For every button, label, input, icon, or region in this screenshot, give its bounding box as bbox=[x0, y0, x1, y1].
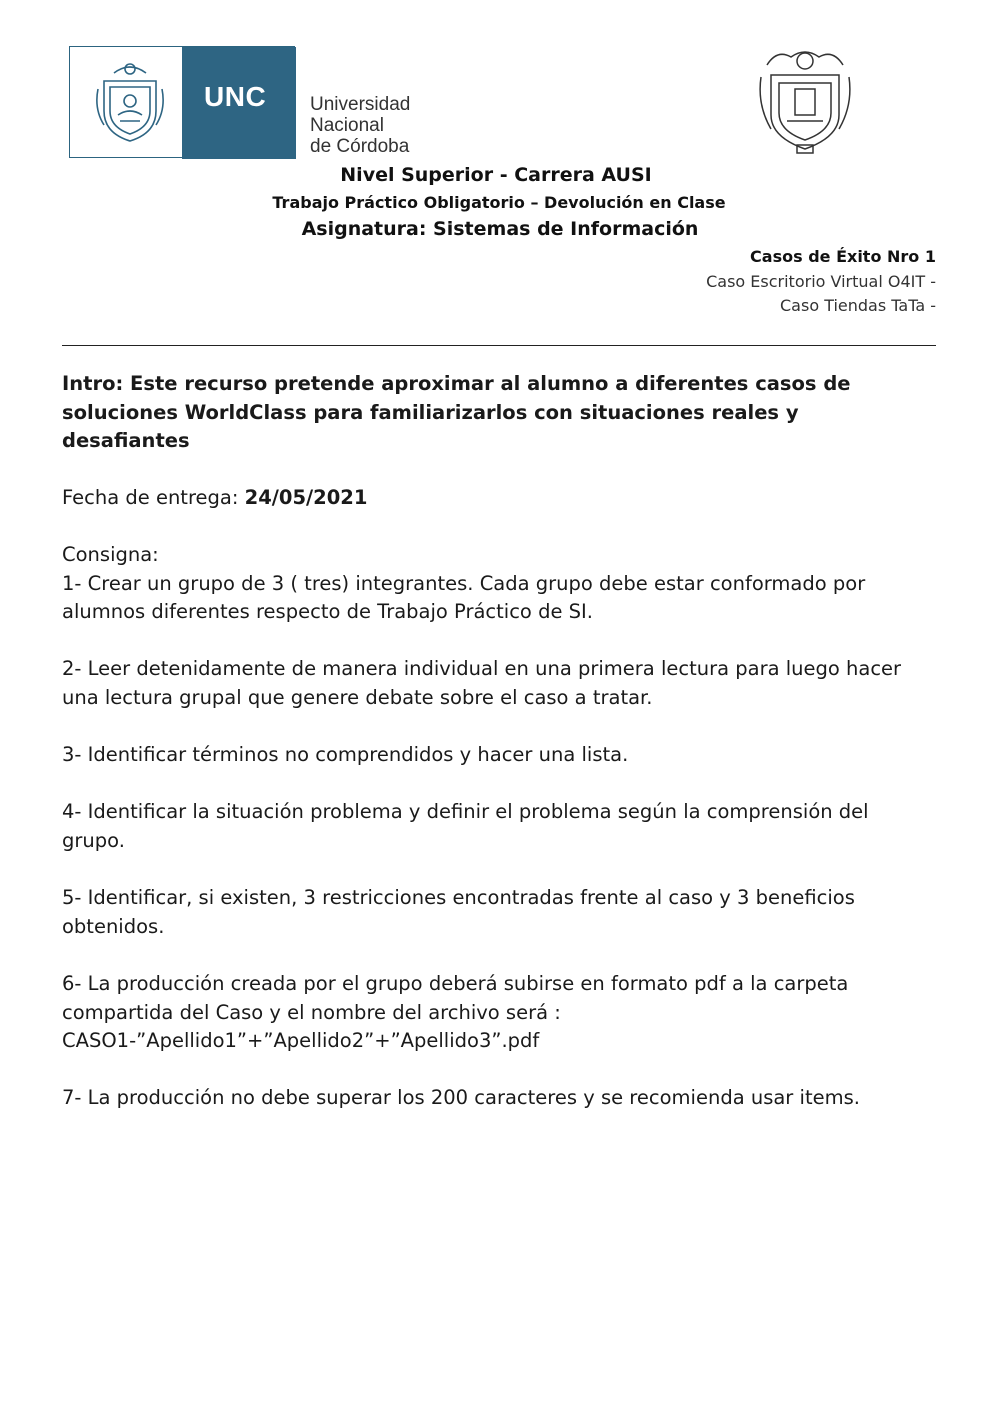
due-date bbox=[62, 484, 932, 513]
unc-name-line: Nacional bbox=[310, 115, 384, 136]
unc-logo-frame bbox=[69, 46, 295, 158]
instruction-item: 1- Crear un grupo de 3 ( tres) integrantes. Cada grupo debe estar conformado por alumnos diferentes respecto de Trabajo Práctico de SI. bbox=[62, 571, 866, 624]
case-line: Caso Tiendas TaTa - bbox=[780, 296, 936, 315]
instruction-item: 3- Identificar términos no comprendidos y hacer una lista. bbox=[62, 743, 629, 767]
cases-title: Casos de Éxito Nro 1 bbox=[750, 247, 936, 266]
instruction-item: 5- Identificar, si existen, 3 restricciones encontradas frente al caso y 3 beneficios obtenidos. bbox=[62, 886, 855, 938]
page-subtitle: Trabajo Práctico Obligatorio – Devolución en Clase bbox=[272, 193, 726, 212]
instructions-heading: Consigna: bbox=[62, 543, 159, 566]
horizontal-divider bbox=[62, 345, 936, 346]
subject-heading: Asignatura: Sistemas de Información bbox=[301, 218, 699, 240]
unc-shield-icon bbox=[94, 59, 166, 145]
due-date-label: Fecha de entrega: bbox=[62, 486, 245, 509]
case-line: Caso Escritorio Virtual O4IT - bbox=[706, 272, 936, 291]
unc-full-name bbox=[310, 94, 410, 157]
due-date-value: 24/05/2021 bbox=[244, 486, 368, 509]
unc-name-line: Universidad bbox=[310, 94, 411, 115]
intro-paragraph: Intro: Este recurso pretende aproximar al alumno a diferentes casos de soluciones WorldClass para familiarizarlos con situaciones reales y desafiantes bbox=[62, 372, 851, 453]
unc-logo bbox=[69, 46, 429, 158]
unc-abbr: UNC bbox=[204, 81, 267, 112]
unc-name-line: de Córdoba bbox=[310, 136, 410, 157]
instruction-item: 6- La producción creada por el grupo deberá subirse en formato pdf a la carpeta compartida del Caso y el nombre del archivo será : CASO1-”Apellido1”+”Apellido2”+”Apellido3”.pdf bbox=[62, 971, 849, 1053]
instruction-item: 4- Identificar la situación problema y definir el problema según la comprensión del grupo. bbox=[62, 800, 869, 852]
unc-logo-block bbox=[182, 47, 296, 159]
school-seal-icon bbox=[757, 45, 853, 155]
page-title: Nivel Superior - Carrera AUSI bbox=[340, 164, 652, 186]
instructions bbox=[62, 541, 932, 1113]
instruction-item: 7- La producción no debe superar los 200 caracteres y se recomienda usar items. bbox=[62, 1086, 860, 1110]
instruction-item: 2- Leer detenidamente de manera individual en una primera lectura para luego hacer una lectura grupal que genere debate sobre el caso a tratar. bbox=[62, 657, 902, 709]
